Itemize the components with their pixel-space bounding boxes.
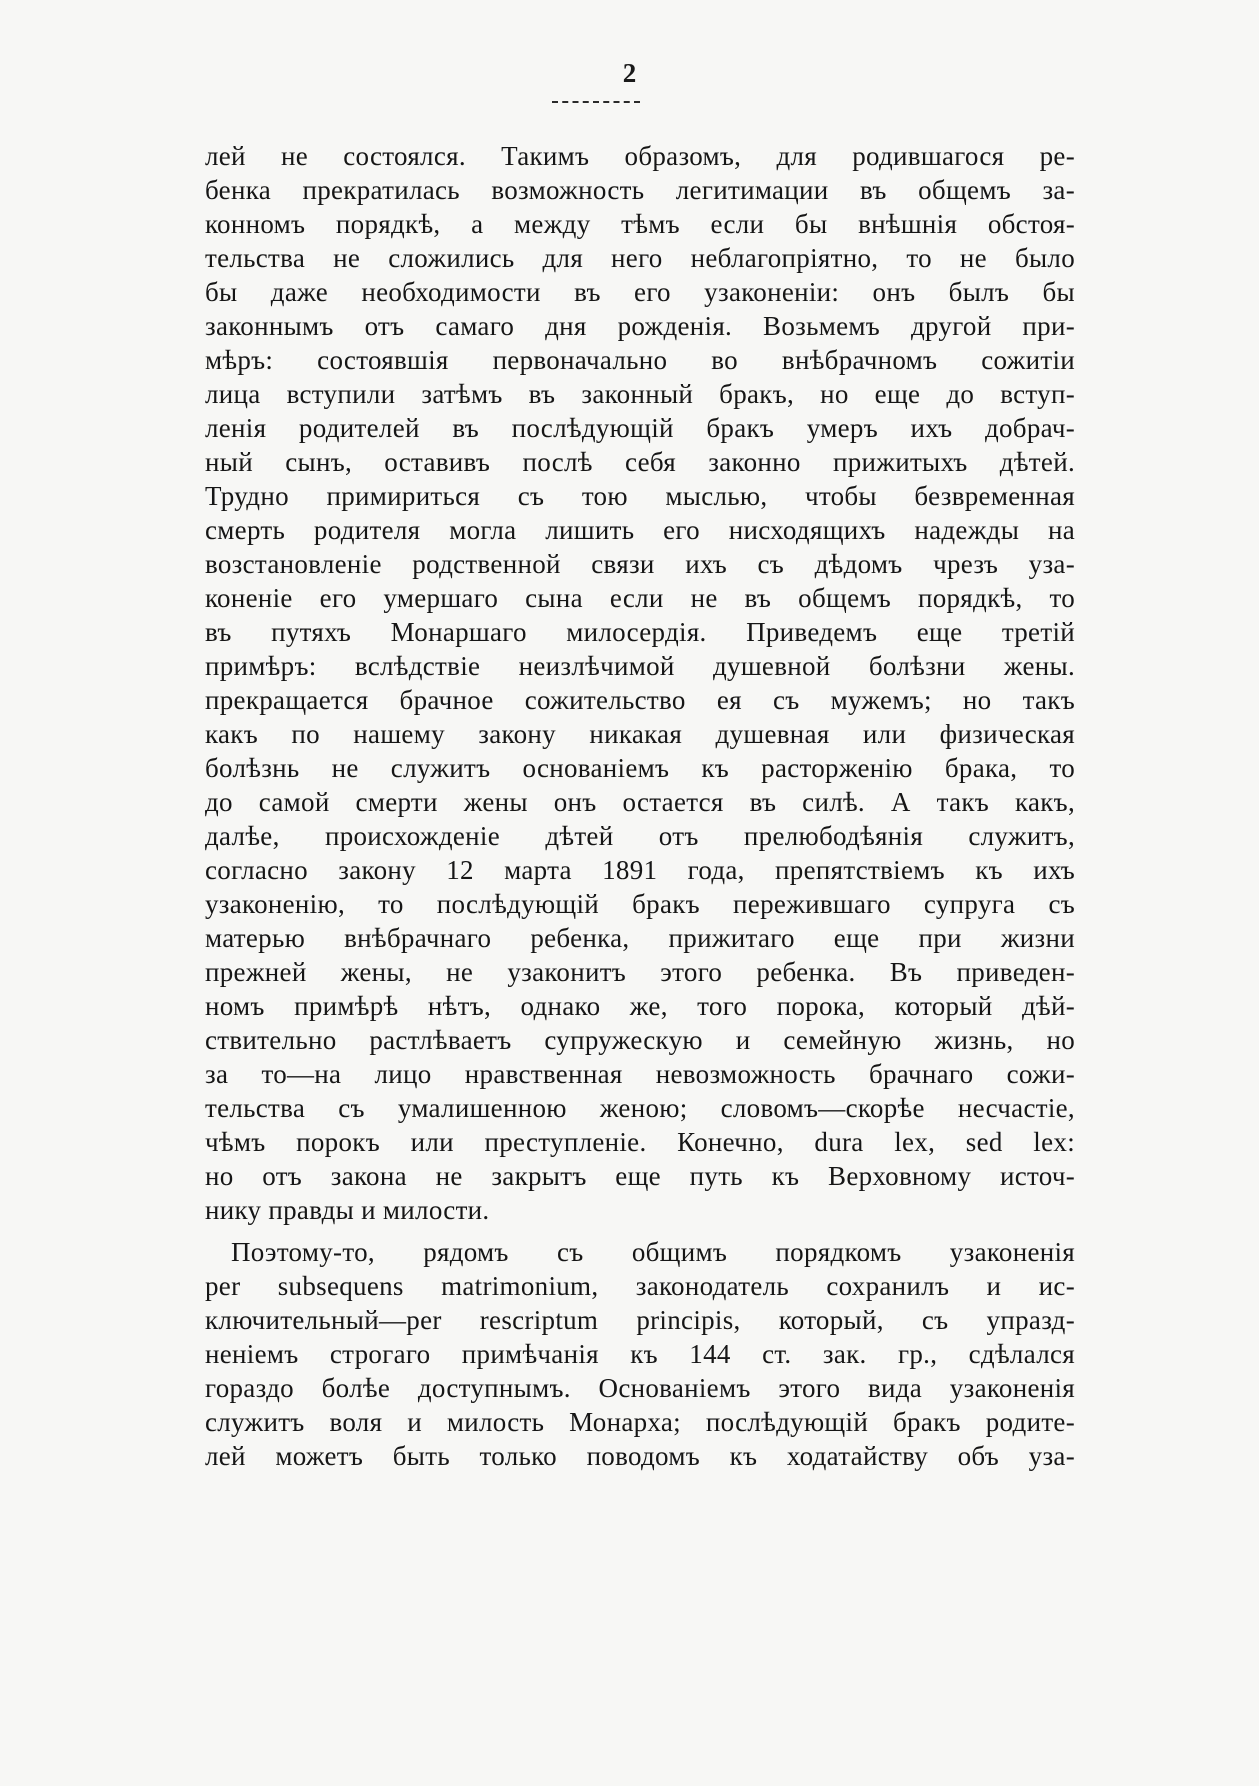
text-line: согласно закону 12 марта 1891 года, препятствіемъ къ ихъ bbox=[205, 855, 1075, 885]
text-line: смерть родителя могла лишить его нисходящихъ надежды на bbox=[205, 515, 1075, 545]
text-line: въ путяхъ Монаршаго милосердія. Приведемъ еще третій bbox=[205, 617, 1075, 647]
text-line: Поэтому-то, рядомъ съ общимъ порядкомъ узаконенія bbox=[231, 1237, 1075, 1267]
text-line: до самой смерти жены онъ остается въ силѣ. А такъ какъ, bbox=[205, 787, 1075, 817]
text-line: ключительный—per rescriptum principis, который, съ упразд- bbox=[205, 1305, 1075, 1335]
text-line: лей можетъ быть только поводомъ къ ходатайству объ уза- bbox=[205, 1441, 1075, 1471]
text-line: узаконенію, то послѣдующій бракъ пережившаго супруга съ bbox=[205, 889, 1075, 919]
text-line: чѣмъ порокъ или преступленіе. Конечно, dura lex, sed lex: bbox=[205, 1127, 1075, 1157]
page-number-rule bbox=[552, 101, 640, 103]
text-line: ствительно растлѣваетъ супружескую и семейную жизнь, но bbox=[205, 1025, 1075, 1055]
text-line: примѣръ: вслѣдствіе неизлѣчимой душевной болѣзни жены. bbox=[205, 651, 1075, 681]
text-line: лей не состоялся. Такимъ образомъ, для родившагося ре- bbox=[205, 141, 1075, 171]
page-number: 2 bbox=[622, 58, 637, 88]
text-line: мѣръ: состоявшія первоначально во внѣбрачномъ сожитіи bbox=[205, 345, 1075, 375]
text-line: тельства съ умалишенною женою; словомъ—скорѣе несчастіе, bbox=[205, 1093, 1075, 1123]
text-line: per subsequens matrimonium, законодатель сохранилъ и ис- bbox=[205, 1271, 1075, 1301]
text-line: неніемъ строгаго примѣчанія къ 144 ст. зак. гр., сдѣлался bbox=[205, 1339, 1075, 1369]
text-line: возстановленіе родственной связи ихъ съ дѣдомъ чрезъ уза- bbox=[205, 549, 1075, 579]
text-line: лица вступили затѣмъ въ законный бракъ, но еще до вступ- bbox=[205, 379, 1075, 409]
text-line: номъ примѣрѣ нѣтъ, однако же, того порока, который дѣй- bbox=[205, 991, 1075, 1021]
text-line: какъ по нашему закону никакая душевная или физическая bbox=[205, 719, 1075, 749]
text-line: матерью внѣбрачнаго ребенка, прижитаго еще при жизни bbox=[205, 923, 1075, 953]
text-line: гораздо болѣе доступнымъ. Основаніемъ этого вида узаконенія bbox=[205, 1373, 1075, 1403]
text-line: прежней жены, не узаконитъ этого ребенка. Въ приведен- bbox=[205, 957, 1075, 987]
text-line: конномъ порядкѣ, а между тѣмъ если бы внѣшнія обстоя- bbox=[205, 209, 1075, 239]
text-line: тельства не сложились для него неблагопріятно, то не было bbox=[205, 243, 1075, 273]
text-line: законнымъ отъ самаго дня рожденія. Возьмемъ другой при- bbox=[205, 311, 1075, 341]
text-line: коненіе его умершаго сына если не въ общемъ порядкѣ, то bbox=[205, 583, 1075, 613]
text-line: ный сынъ, оставивъ послѣ себя законно прижитыхъ дѣтей. bbox=[205, 447, 1075, 477]
text-line: за то—на лицо нравственная невозможность брачнаго сожи- bbox=[205, 1059, 1075, 1089]
text-line: нику правды и милости. bbox=[205, 1195, 490, 1225]
text-line: болѣзнь не служитъ основаніемъ къ расторженію брака, то bbox=[205, 753, 1075, 783]
text-line: прекращается брачное сожительство ея съ мужемъ; но такъ bbox=[205, 685, 1075, 715]
text-line: Трудно примириться съ тою мыслью, чтобы безвременная bbox=[205, 481, 1075, 511]
text-line: но отъ закона не закрытъ еще путь къ Верховному источ- bbox=[205, 1161, 1075, 1191]
text-line: бенка прекратилась возможность легитимации въ общемъ за- bbox=[205, 175, 1075, 205]
text-line: ленія родителей въ послѣдующій бракъ умеръ ихъ добрач- bbox=[205, 413, 1075, 443]
text-line: далѣе, происхожденіе дѣтей отъ прелюбодѣянія служитъ, bbox=[205, 821, 1075, 851]
text-line: бы даже необходимости въ его узаконеніи: онъ былъ бы bbox=[205, 277, 1075, 307]
text-line: служитъ воля и милость Монарха; послѣдующій бракъ родите- bbox=[205, 1407, 1075, 1437]
